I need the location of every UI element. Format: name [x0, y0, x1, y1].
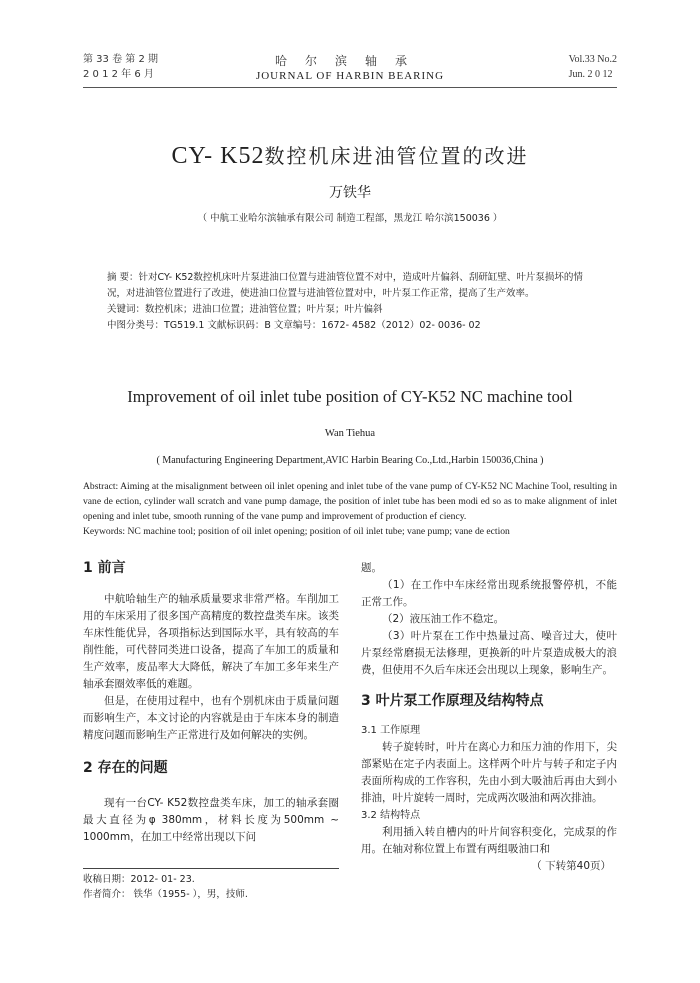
abstract-text: 摘 要：针对CY- K52数控机床叶片泵进油口位置与进油管位置不对中，造成叶片偏斜、刮研缸壁、叶片泵损坏的情况，对进油管位置进行了改进，使进油口位置与进油管位置对中，叶片泵工作正常，提高了生产效率。	[107, 272, 583, 299]
keywords-cn: 关键词：数控机床；进油口位置；进油管位置；叶片泵；叶片偏斜	[107, 304, 383, 315]
author-bio: 作者简介： 铁华（1955- ），男，技师.	[83, 889, 248, 900]
problem-item-3: （3）叶片泵在工作中热量过高、噪音过大，使叶片泵经常磨损无法修理，更换新的叶片泵造成极大的浪费，但使用不久后车床还会出现以上现象，影响生产。	[361, 630, 617, 676]
subsection-3-1-paragraph: 转子旋转时，叶片在离心力和压力油的作用下，尖部紧贴在定子内表面上。这样两个叶片与转子和定子内表面所构成的工作容积，先由小到大吸油后再由大到小排油，叶片旋转一周时，完成两次吸油和两次排油。	[361, 741, 617, 804]
section-1-heading: 1 前言	[83, 560, 126, 576]
english-title: Improvement of oil inlet tube position of CY-K52 NC machine tool	[127, 387, 573, 406]
continued-text: 题。	[361, 562, 382, 574]
subsection-3-1-heading: 3.1 工作原理	[361, 725, 421, 736]
abstract-cn	[107, 270, 597, 334]
title-text: 数控机床进油管位置的改进	[264, 144, 529, 168]
left-column	[83, 560, 339, 846]
section-2-paragraph-1: 现有一台CY- K52数控盘类车床，加工的轴承套圈最大直径为φ 380mm，材料长度为500mm ~ 1000mm，在加工中经常出现以下问	[83, 797, 339, 843]
title-model: CY- K52	[171, 143, 265, 169]
english-abstract	[83, 479, 617, 539]
received-date: 收稿日期：2012- 01- 23.	[83, 874, 195, 885]
volume-issue-cn: 第 33 卷 第 2 期	[83, 54, 158, 65]
footnote	[83, 872, 339, 902]
classification-line: 中图分类号：TG519.1 文献标识码：B 文章编号：1672- 4582（2012）02- 0036- 02	[107, 320, 481, 331]
footnote-rule	[83, 868, 339, 869]
right-column	[361, 560, 617, 875]
english-affiliation: ( Manufacturing Engineering Department,AVIC Harbin Bearing Co.,Ltd.,Harbin 150036,China )	[156, 455, 544, 466]
date-cn: 2 0 1 2 年 6 月	[83, 69, 154, 80]
continued-note: （ 下转第40页）	[531, 860, 611, 872]
english-author: Wan Tiehua	[324, 428, 376, 439]
english-abstract-text: Abstract: Aiming at the misalignment between oil inlet opening and inlet tube of the vane pump of CY-K52 NC Machine Tool, resulting in vane de ection, cylinder wall scratch and vane pump damage, the position of inlet tube has been modi ed so as to make alignment of inlet opening and inlet tube, smooth running of the vane pump and improvement of production ef ciency.	[83, 481, 617, 522]
subsection-3-2-paragraph: 利用插入转自槽内的叶片间容积变化，完成泵的作用。在轴对称位置上布置有两组吸油口和	[361, 826, 617, 855]
section-1-paragraph-2: 但是，在使用过程中，也有个别机床由于质量问题而影响生产，本文讨论的内容就是由于车床本身的制造精度问题而影响生产正常进行及如何解决的实例。	[83, 695, 339, 741]
header-right	[569, 52, 617, 82]
author-name: 万铁华	[329, 185, 371, 201]
problem-item-1: （1）在工作中车床经常出现系统报警停机，不能正常工作。	[361, 579, 617, 608]
journal-name-cn: 哈尔滨轴承	[274, 54, 425, 68]
section-3-heading: 3 叶片泵工作原理及结构特点	[361, 693, 544, 709]
date-en: Jun. 2 0 12	[568, 69, 613, 80]
header-rule	[83, 87, 617, 88]
section-2-heading: 2 存在的问题	[83, 760, 168, 776]
english-keywords: Keywords: NC machine tool; position of oil inlet opening; position of oil inlet tube; vane pump; vane de ection	[83, 526, 510, 537]
affiliation: （ 中航工业哈尔滨轴承有限公司 制造工程部，黑龙江 哈尔滨150036 ）	[197, 213, 503, 224]
volume-issue-en: Vol.33 No.2	[568, 54, 617, 65]
section-1-paragraph-1: 中航哈轴生产的轴承质量要求非常严格。车削加工用的车床采用了很多国产高精度的数控盘类车床。该类车床性能优异，各项指标达到国际水平，具有较高的车削性能，可代替同类进口设备，提高了车加工的质量和生产效率，废品率大大降低，解决了车加工多年来生产轴承套圈效率低的难题。	[83, 593, 339, 690]
problem-item-2: （2）液压油工作不稳定。	[382, 613, 505, 625]
subsection-3-2-heading: 3.2 结构特点	[361, 810, 421, 821]
journal-name-en: JOURNAL OF HARBIN BEARING	[255, 70, 445, 82]
paper-title	[0, 140, 700, 170]
